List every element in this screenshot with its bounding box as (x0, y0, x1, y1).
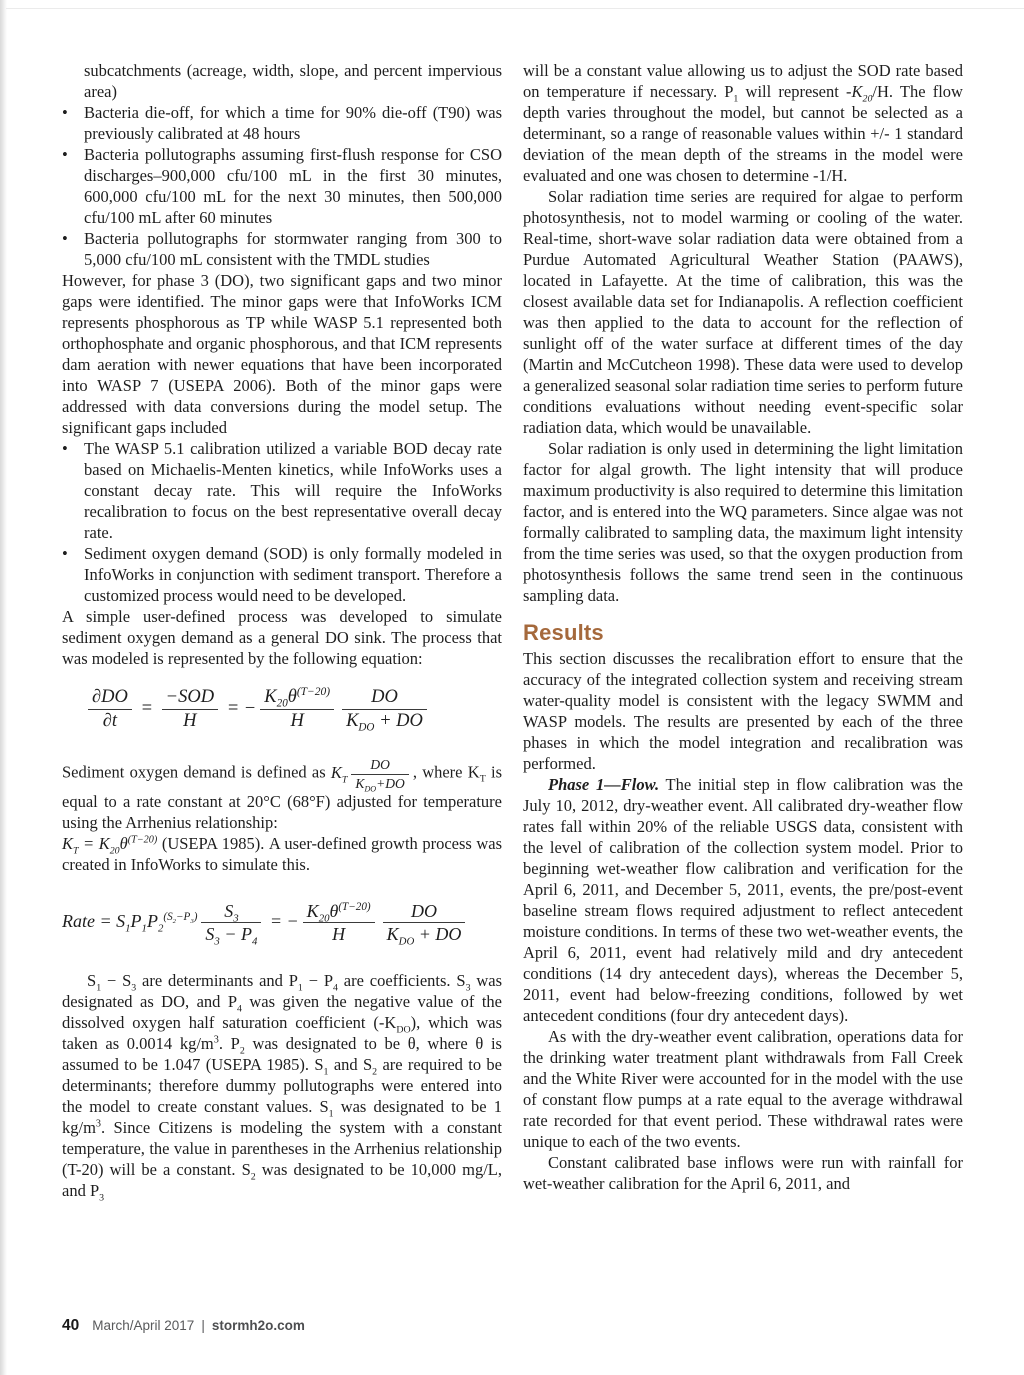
bullet-icon: • (62, 544, 68, 563)
paragraph-phase-1-flow: Phase 1—Flow. The initial step in flow calibration was the July 10, 2012, dry-weather event. All calibrated dry-weather flow rates fall within 20% of the reliable USGS data, consistent with the level of calibration of the collection system model. Prior to beginning wet-weather flow calibration and verification for the April 6, 2011, and December 5, 2011, events, the pre/post-event baseline stream flows required adjustment to reflect antecedent moisture conditions. In terms of these two wet-weather events, the April 6, 2011, event had relatively mild and dry antecedent conditions (14 dry antecedent days), whereas the December 5, 2011, event had below-freezing conditions, followed by wet antecedent conditions (four dry antecedent days). (523, 775, 963, 1025)
bullet-icon: • (62, 229, 68, 248)
list-item (62, 144, 502, 228)
equation-rate: Rate = $S_1P_1P_2^{(S_2-P_3)}$ $\frac{S_3}{S_3 - P_4}$ = − $\frac{K_{20}\theta^{(T-20)}}{H}$ $\frac{DO}{K_{DO} + DO}$ (62, 901, 502, 944)
paragraph-inline-equation: $K_T = K_{20}\theta^{(T-20)}$ (USEPA 1985). A user-defined growth process was created in InfoWorks to simulate this. (62, 833, 502, 874)
page-number: 40 (62, 1317, 80, 1334)
list-item-text: Sediment oxygen demand (SOD) is only formally modeled in InfoWorks in conjunction with sediment transport. Therefore a customized process would need to be developed. (84, 544, 502, 605)
paragraph: Solar radiation is only used in determining the light limitation factor for algal growth. The light intensity that will produce maximum productivity is also required to determine this limitation factor, and is entered into the WQ parameters. Since algae was not formally calibrated to sampling data, the maximum light intensity from the time series was used, so that the oxygen production from photosynthesis follows the same trend seen in the continuous sampling data. (523, 439, 963, 605)
paragraph: Solar radiation time series are required for algae to perform photosynthesis, not to model warming or cooling of the water. Real-time, short-wave solar radiation data were obtained from a Purdue Automated Agricultural Weather Station (PAAWS), located in Lafayette. At the time of calibration, this was the closest available data set for Indianapolis. A reflection coefficient was then applied to the data to account for the reflection of sunlight off of the water surface at different times of the day (Martin and McCutcheon 1998). These data were used to develop a generalized seasonal solar radiation time series to perform future conditions evaluations without needing event-specific solar radiation data, which would be unavailable. (523, 187, 963, 437)
paragraph-inline-equation: Sediment oxygen demand is defined as $K_T$ $\frac{DO}{K_{DO}+DO}$ , where $K_T$ is equal to a rate constant at 20°C (68°F) adjusted for temperature using the Arrhenius relationship: (62, 757, 502, 832)
list-item-text: subcatchments (acreage, width, slope, and percent impervious area) (84, 61, 502, 101)
bullet-icon: • (62, 145, 68, 164)
section-heading-results: Results (523, 620, 604, 645)
issue-date: March/April 2017 (92, 1318, 195, 1333)
paragraph: This section discusses the recalibration effort to ensure that the accuracy of the integrated collection system and receiving stream water-quality model is consistent with the legacy SWMM and WASP models. The results are presented by each of the three phases in which the model integration and recalibration was performed. (523, 649, 963, 773)
paragraph: However, for phase 3 (DO), two significant gaps and two minor gaps were identified. The minor gaps were that InfoWorks ICM represents phosphorous as TP while WASP 5.1 represented both orthophosphate and organic phosphorous, and that ICM represents dam aeration with newer equations that have been incorporated into WASP 7 (USEPA 2006). Both of the minor gaps were addressed with data conversions during the model setup. The significant gaps included (62, 271, 502, 437)
list-item-text: The WASP 5.1 calibration utilized a variable BOD decay rate based on Michaelis-Menten kinetics, while InfoWorks uses a constant decay rate. This will require the InfoWorks recalibration to focus on the best representative overall decay rate. (84, 439, 502, 542)
page-footer (62, 1317, 305, 1335)
bullet-icon: • (62, 439, 68, 458)
page-scan-top-edge (6, 8, 1024, 9)
list-item (62, 228, 502, 270)
paragraph: A simple user-defined process was developed to simulate sediment oxygen demand as a general DO sink. The process that was modeled is represented by the following equation: (62, 607, 502, 668)
list-item-text: Bacteria pollutographs assuming first-flush response for CSO discharges–900,000 cfu/100 mL in the first 30 minutes, 600,000 cfu/100 mL for the next 30 minutes, then 500,000 cfu/100 mL after 60 minutes (84, 145, 502, 227)
right-column (523, 60, 963, 1201)
list-item-text: Bacteria die-off, for which a time for 90% die-off (T90) was previously calibrated at 48 hours (84, 103, 502, 143)
list-item (62, 102, 502, 144)
paragraph: will be a constant value allowing us to adjust the SOD rate based on temperature if necessary. $P_1$ will represent $-K_{20}/H$. The flow depth varies throughout the model, but cannot be selected as a determinant, so a range of reasonable values within +/- 1 standard deviation of the mean depth of the streams in the model were evaluated and one was chosen to determine -1/H. (523, 61, 963, 185)
bullet-spacer (62, 60, 84, 102)
footer-separator: | (201, 1318, 205, 1333)
two-column-layout (62, 60, 963, 1204)
bullet-icon: • (62, 103, 68, 122)
paragraph: As with the dry-weather event calibration, operations data for the drinking water treatment plant withdrawals from Fall Creek and the White River were accounted for in the model with the use of constant flow pumps at a rate equal to the average withdrawal rate recorded for that event period. These withdrawal rates were unique to each of the two events. (523, 1027, 963, 1151)
paragraph: $S_1 - S_3$ are determinants and $P_1 - P_4$ are coefficients. $S_3$ was designated as DO, and $P_4$ was given the negative value of the dissolved oxygen half saturation coefficient $(-K_{DO})$, which was taken as 0.0014 $kg/m^3$. $P_2$ was designated to be θ, where θ is assumed to be 1.047 (USEPA 1985). $S_1$ and $S_2$ are required to be determinants; therefore dummy pollutographs were entered into the model to create constant values. $S_1$ was designated to be 1 $kg/m^3$. Since Citizens is modeling the system with a constant temperature, the value in parentheses in the Arrhenius relationship (T-20) will be a constant. $S_2$ was designated to be 10,000 mg/L, and $P_3$ (62, 971, 503, 1204)
paragraph: Constant calibrated base inflows were run with rainfall for wet-weather calibration for the April 6, 2011, and (523, 1153, 963, 1193)
left-column (62, 60, 503, 1204)
list-item-continuation (62, 60, 502, 102)
equation-sod-do-sink: $\frac{\partial DO}{\partial t}$ = $\frac{\text{−SOD}}{H}$ = − $\frac{K_{20}\theta^{(T-20)}}{H}$ $\frac{DO}{K_{DO} + DO}$ (84, 687, 502, 731)
list-item-text: Bacteria pollutographs for stormwater ranging from 300 to 5,000 cfu/100 mL consistent with the TMDL studies (84, 229, 502, 269)
site-url: stormh2o.com (211, 1318, 305, 1333)
page-scan-left-edge (0, 0, 7, 1375)
list-item (62, 543, 502, 606)
list-item (62, 438, 502, 543)
